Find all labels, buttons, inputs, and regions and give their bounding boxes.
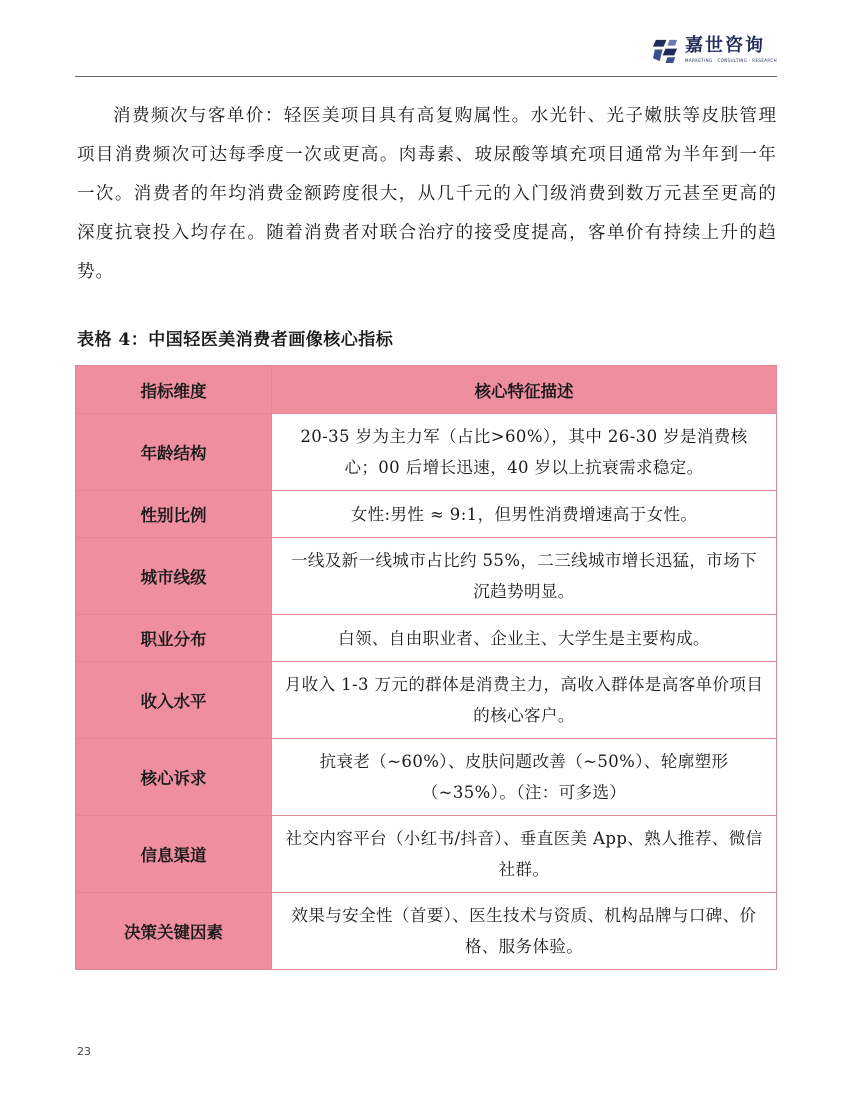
- row-description: 20-35 岁为主力军（占比>60%），其中 26-30 岁是消费核心；00 后增长迅速，40 岁以上抗衰需求稳定。: [272, 414, 777, 491]
- table-caption: 表格 4：中国轻医美消费者画像核心指标: [77, 330, 394, 350]
- row-description: 社交内容平台（小红书/抖音）、垂直医美 App、熟人推荐、微信社群。: [272, 816, 777, 893]
- row-description: 抗衰老（~60%）、皮肤问题改善（~50%）、轮廓塑形（~35%）。（注：可多选）: [272, 739, 777, 816]
- row-description: 一线及新一线城市占比约 55%，二三线城市增长迅猛，市场下沉趋势明显。: [272, 538, 777, 615]
- row-dimension: 城市线级: [76, 538, 272, 615]
- table-row: [76, 615, 777, 662]
- table-row: [76, 662, 777, 739]
- table-row: [76, 893, 777, 970]
- row-description: 女性:男性 ≈ 9:1，但男性消费增速高于女性。: [272, 491, 777, 538]
- brand-subtitle: MARKETING · CONSULTING · RESEARCH: [685, 58, 777, 63]
- row-description: 月收入 1-3 万元的群体是消费主力，高收入群体是高客单价项目的核心客户。: [272, 662, 777, 739]
- row-description: 白领、自由职业者、企业主、大学生是主要构成。: [272, 615, 777, 662]
- table-row: [76, 491, 777, 538]
- table-row: [76, 739, 777, 816]
- column-header-dimension: 指标维度: [76, 366, 272, 414]
- consumer-profile-table: [75, 365, 777, 970]
- row-dimension: 收入水平: [76, 662, 272, 739]
- row-dimension: 信息渠道: [76, 816, 272, 893]
- page-number: 23: [77, 1045, 91, 1058]
- row-dimension: 核心诉求: [76, 739, 272, 816]
- body-paragraph: 消费频次与客单价：轻医美项目具有高复购属性。水光针、光子嫩肤等皮肤管理项目消费频次可达每季度一次或更高。肉毒素、玻尿酸等填充项目通常为半年到一年一次。消费者的年均消费金额跨度很大，从几千元的入门级消费到数万元甚至更高的深度抗衰投入均存在。随着消费者对联合治疗的接受度提高，客单价有持续上升的趋势。: [77, 106, 777, 282]
- row-dimension: 职业分布: [76, 615, 272, 662]
- brand-logo: [652, 36, 777, 64]
- row-description: 效果与安全性（首要）、医生技术与资质、机构品牌与口碑、价格、服务体验。: [272, 893, 777, 970]
- row-dimension: 决策关键因素: [76, 893, 272, 970]
- table-row: [76, 538, 777, 615]
- table-header-row: [76, 366, 777, 414]
- row-dimension: 年龄结构: [76, 414, 272, 491]
- brand-name: 嘉世咨询: [685, 35, 766, 56]
- table-row: [76, 414, 777, 491]
- table-row: [76, 816, 777, 893]
- column-header-description: 核心特征描述: [272, 366, 777, 414]
- jiashi-logo-icon: [652, 37, 679, 64]
- page-header: [75, 0, 777, 77]
- row-dimension: 性别比例: [76, 491, 272, 538]
